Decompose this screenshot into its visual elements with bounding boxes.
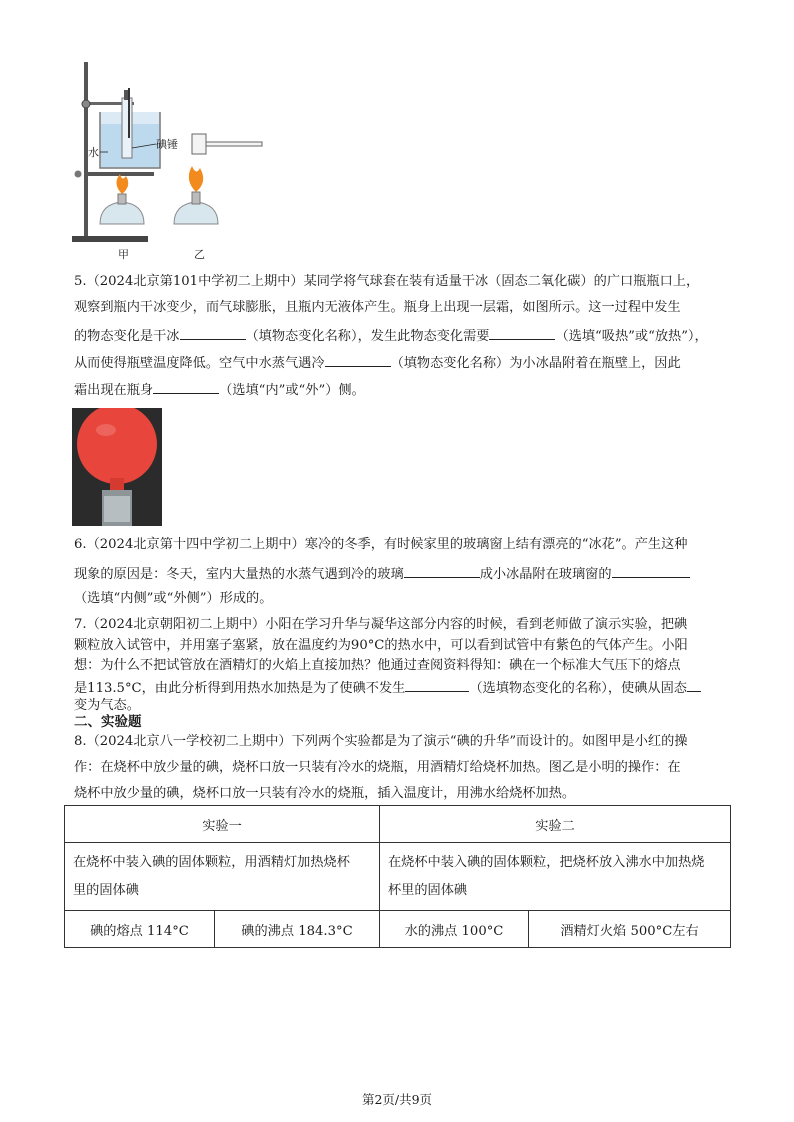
clamp-knob [82, 100, 90, 108]
q5-line-4 [74, 352, 681, 373]
answer-blank[interactable] [405, 677, 469, 692]
q8-line-1: 8.（2024北京八一学校初二上期中）下列两个实验都是为了演示“碘的升华”而设计的。如图甲是小红的操 [74, 734, 688, 749]
table-row [65, 843, 731, 911]
q5-line-1: 5.（2024北京第101中学初二上期中）某同学将气球套在装有适量干冰（固态二氧化碳）的广口瓶瓶口上， [74, 274, 700, 289]
alcohol-lamp-jia [100, 202, 144, 224]
q5-line-5-text-a: 霜出现在瓶身 [74, 383, 154, 398]
balloon-photo [72, 408, 162, 526]
iodine-hammer [192, 134, 206, 154]
answer-blank[interactable] [489, 325, 555, 340]
answer-blank[interactable] [325, 352, 391, 367]
q7-line-5: 变为气态。 [74, 698, 140, 713]
label-iodine-hammer: 碘锤 [156, 138, 178, 151]
label-water: 水 [88, 146, 99, 159]
q5-line-5-text-b: （选填“内”或“外”）侧。 [219, 383, 365, 398]
table-header-exp1: 实验一 [65, 806, 380, 843]
table-cell-iodine-melting: 碘的熔点 114°C [65, 911, 215, 948]
alcohol-lamp-yi [174, 202, 218, 224]
label-jia: 甲 [118, 248, 129, 261]
table-desc-exp1-l2: 里的固体碘 [73, 882, 139, 898]
balloon [77, 408, 157, 484]
experiment-table [64, 805, 731, 948]
q5-line-3-text-a: 的物态变化是干冰 [74, 329, 180, 344]
table-desc-exp2 [380, 843, 731, 911]
table-cell-iodine-boiling: 碘的沸点 184.3°C [215, 911, 380, 948]
q5-line-3 [74, 325, 708, 346]
q5-line-3-text-c: （选填“吸热”或“放热”）， [555, 329, 708, 344]
q6-line-2 [74, 563, 690, 584]
q6-line-1: 6.（2024北京第十四中学初二上期中）寒冷的冬季，有时候家里的玻璃窗上结有漂亮的“冰花”。产生这种 [74, 537, 688, 552]
bottle-neck [110, 478, 124, 490]
q7-line-4-text-a: 是113.5°C，由此分析得到用热水加热是为了使碘不发生 [74, 681, 406, 696]
q8-line-2: 作：在烧杯中放少量的碘，烧杯口放一只装有冷水的烧瓶，用酒精灯给烧杯加热。图乙是小明的操作：在 [74, 760, 681, 775]
q6-line-3: （选填“内侧”或“外侧”）形成的。 [74, 591, 273, 606]
q5-line-3-text-b: （填物态变化名称），发生此物态变化需要 [245, 329, 490, 344]
q5-line-4-text-a: 从而使得瓶壁温度降低。空气中水蒸气遇冷 [74, 356, 325, 371]
q7-line-4-text-b: （选填物态变化的名称），使碘从固态 [469, 681, 687, 696]
answer-blank[interactable] [687, 677, 701, 692]
answer-blank[interactable] [612, 563, 690, 578]
label-yi: 乙 [194, 248, 205, 261]
table-cell-water-boiling: 水的沸点 100°C [380, 911, 529, 948]
section-heading: 二、实验题 [74, 714, 142, 730]
q5-line-4-text-b: （填物态变化名称）为小冰晶附着在瓶壁上，因此 [390, 356, 681, 371]
q7-line-3: 想：为什么不把试管放在酒精灯的火焰上直接加热？他通过查阅资料得知：碘在一个标准大气压下的熔点 [74, 658, 681, 673]
flame-jia [116, 174, 128, 194]
answer-blank[interactable] [153, 379, 219, 394]
q5-line-2: 观察到瓶内干冰变少，而气球膨胀，且瓶内无液体产生。瓶身上出现一层霜，如图所示。这一过程中发生 [74, 300, 681, 315]
table-desc-exp2-l2: 杯里的固体碘 [388, 882, 468, 898]
iodine-tube [122, 98, 132, 158]
q7-line-2: 颗粒放入试管中，并用塞子塞紧，放在温度约为90°C的热水中，可以看到试管中有紫色的气体产生。小阳 [74, 638, 688, 653]
table-row [65, 911, 731, 948]
table-row [65, 806, 731, 843]
q6-line-2-text-a: 现象的原因是：冬天，室内大量热的水蒸气遇到冷的玻璃 [74, 567, 404, 582]
q7-line-4 [74, 677, 701, 698]
answer-blank[interactable] [180, 325, 246, 340]
table-desc-exp2-l1: 在烧杯中装入碘的固体颗粒，把烧杯放入沸水中加热烧 [388, 854, 705, 870]
answer-blank[interactable] [404, 563, 480, 578]
q5-line-5 [74, 379, 365, 400]
table-desc-exp1-l1: 在烧杯中装入碘的固体颗粒，用酒精灯加热烧杯 [73, 854, 350, 870]
flame-yi [189, 166, 203, 192]
apparatus-figure [70, 58, 270, 264]
q7-line-1: 7.（2024北京朝阳初二上期中）小阳在学习升华与凝华这部分内容的时候，看到老师做了演示实验，把碘 [74, 617, 688, 632]
q8-line-3: 烧杯中放少量的碘，烧杯口放一只装有冷水的烧瓶，插入温度计，用沸水给烧杯加热。 [74, 786, 576, 801]
table-desc-exp1 [65, 843, 380, 911]
stand-base [72, 236, 148, 242]
table-header-exp2: 实验二 [380, 806, 731, 843]
table-cell-flame-temp: 酒精灯火焰 500°C左右 [529, 911, 731, 948]
q6-line-2-text-b: 成小冰晶附在玻璃窗的 [479, 567, 612, 582]
page-number: 第2页/共9页 [361, 1092, 433, 1107]
